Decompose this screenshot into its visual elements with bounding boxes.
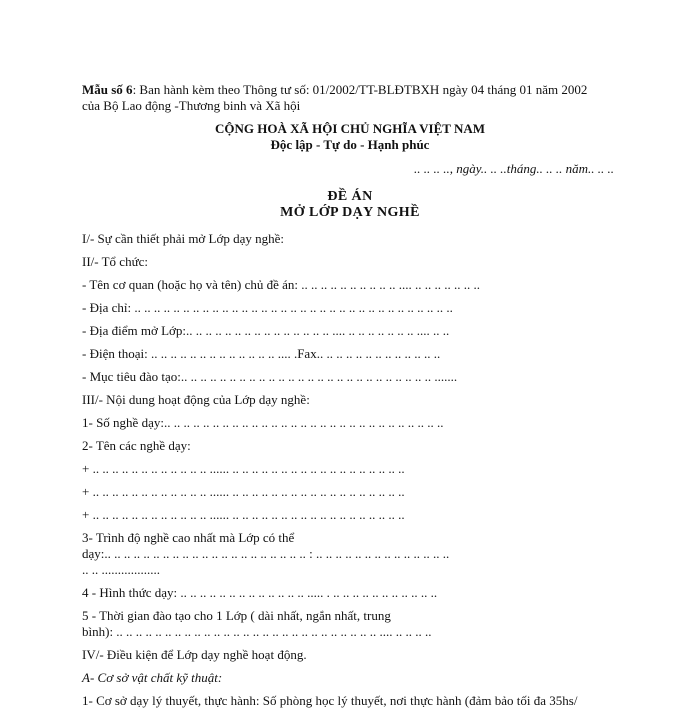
document-title: ĐỀ ÁN [327, 189, 373, 204]
field-max-level: 3- Trình độ nghề cao nhất mà Lớp có thể [82, 530, 295, 545]
document-subtitle: MỞ LỚP DẠY NGHỀ [280, 205, 420, 220]
form-label: Mẫu số 6 [82, 82, 133, 97]
field-class-location: - Địa điểm mở Lớp:.. .. .. .. .. .. .. .. .. .. .. .. .. .. .. .... .. .. .. .. .. .. .. .... .. .. [82, 323, 450, 338]
field-phone-fax: - Điện thoại: .. .. .. .. .. .. .. .. .. .. .. .. .. .... .Fax.. .. .. .. .. .. .. .. .. .. .. .. .. [82, 346, 441, 361]
section-1: I/- Sự cần thiết phải mở Lớp dạy nghề: [82, 231, 285, 246]
form-reference [82, 82, 587, 98]
section-4: IV/- Điều kiện để Lớp dạy nghề hoạt động. [82, 647, 307, 662]
field-organization: - Tên cơ quan (hoặc họ và tên) chủ đề án: .. .. .. .. .. .. .. .. .. .. .... .. .. .. .. .. .. .. [82, 277, 480, 292]
form-text: : Ban hành kèm theo Thông tư số: 01/2002/TT-BLĐTBXH ngày 04 tháng 01 năm 2002 [132, 82, 588, 97]
motto-heading: Độc lập - Tự do - Hạnh phúc [270, 137, 430, 152]
field-number-of-trades: 1- Số nghề dạy:.. .. .. .. .. .. .. .. .. .. .. .. .. .. .. .. .. .. .. .. .. .. .. .. .. .. .. .. .. [82, 415, 444, 430]
section-2: II/- Tổ chức: [82, 254, 149, 269]
section-3: III/- Nội dung hoạt động của Lớp dạy nghề: [82, 392, 310, 407]
field-teaching-form: 4 - Hình thức dạy: .. .. .. .. .. .. .. .. .. .. .. .. .. ..... . .. .. .. .. .. .. .. .. .. .. .. [82, 585, 438, 600]
trade-entry: + .. .. .. .. .. .. .. .. .. .. .. .. ...... .. .. .. .. .. .. .. .. .. .. .. .. .. .. .. .. .. .. [82, 484, 405, 499]
field-max-level-cont: dạy:.. .. .. .. .. .. .. .. .. .. .. .. .. .. .. .. .. .. .. .. .. : .. .. .. .. .. .. .. .. .. .. .. .. .. .. [82, 546, 450, 561]
subsection-a: A- Cơ sở vật chất kỹ thuật: [82, 670, 223, 685]
field-address: - Địa chỉ: .. .. .. .. .. .. .. .. .. .. .. .. .. .. .. .. .. .. .. .. .. .. .. .. .. .. .. .. .. .. .. .. .. [82, 300, 453, 315]
date-line: .. .. .. .., ngày.. .. ..tháng.. .. .. năm.. .. .. [414, 161, 615, 176]
field-facilities: 1- Cơ sở dạy lý thuyết, thực hành: Số phòng học lý thuyết, nơi thực hành (đảm bảo tối đa 35hs/ [82, 693, 578, 708]
field-training-goal: - Mục tiêu đào tạo:.. .. .. .. .. .. .. .. .. .. .. .. .. .. .. .. .. .. .. .. .. .. .. .. .. .. ....... [82, 369, 458, 384]
trade-entry: + .. .. .. .. .. .. .. .. .. .. .. .. ...... .. .. .. .. .. .. .. .. .. .. .. .. .. .. .. .. .. .. [82, 461, 405, 476]
trade-entry: + .. .. .. .. .. .. .. .. .. .. .. .. ...... .. .. .. .. .. .. .. .. .. .. .. .. .. .. .. .. .. .. [82, 507, 405, 522]
field-training-duration: 5 - Thời gian đào tạo cho 1 Lớp ( dài nhất, ngắn nhất, trung [82, 608, 391, 623]
field-trade-names: 2- Tên các nghề dạy: [82, 438, 191, 453]
field-max-level-cont2: .. .. .................. [82, 562, 160, 577]
issuer-line: của Bộ Lao động -Thương binh và Xã hội [82, 98, 301, 113]
field-training-duration-cont: bình): .. .. .. .. .. .. .. .. .. .. .. .. .. .. .. .. .. .. .. .. .. .. .. .. .. .. .. .... .. .. .. .. [82, 624, 432, 639]
nation-heading: CỘNG HOÀ XÃ HỘI CHỦ NGHĨA VIỆT NAM [214, 121, 486, 136]
